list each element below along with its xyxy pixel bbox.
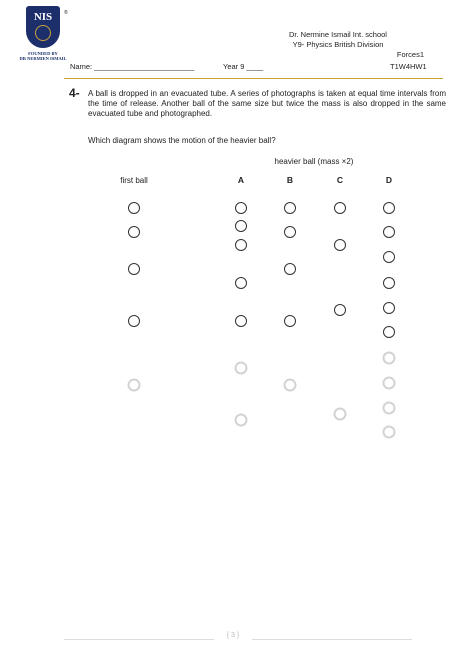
ball-d-2 <box>384 227 395 238</box>
ball-positions <box>129 203 395 438</box>
ball-d-8 <box>384 378 395 389</box>
ball-a-5 <box>236 316 247 327</box>
founder-name: DR NERMIEN ISMAIL <box>19 56 67 61</box>
ball-a-3 <box>236 240 247 251</box>
column-label-b: B <box>286 175 294 185</box>
ball-d-9 <box>384 403 395 414</box>
ball-d-10 <box>384 427 395 438</box>
logo-letters: NIS <box>33 11 53 23</box>
ball-a-1 <box>236 203 247 214</box>
heavier-ball-label: heavier ball (mass ×2) <box>274 157 354 166</box>
ball-d-4 <box>384 278 395 289</box>
ball-b-3 <box>285 264 296 275</box>
footer-rule-right <box>252 639 412 640</box>
ball-b-4 <box>285 316 296 327</box>
ball-first-5 <box>129 380 140 391</box>
ball-c-4 <box>335 409 346 420</box>
ball-a-7 <box>236 415 247 426</box>
ball-d-1 <box>384 203 395 214</box>
question-text: A ball is dropped in an evacuated tube. A series of photographs is taken at equal time intervals from the time of release. Another ball of the same size but twice the mass is also dropped in the same evacuated tube and photographed. <box>88 89 446 118</box>
footer-rule-left <box>64 639 214 640</box>
division-name: Y9- Physics British Division <box>292 40 384 49</box>
ball-first-2 <box>129 227 140 238</box>
column-label-c: C <box>336 175 344 185</box>
ball-d-5 <box>384 303 395 314</box>
ball-c-2 <box>335 240 346 251</box>
ball-a-4 <box>236 278 247 289</box>
question-number: 4- <box>69 86 80 100</box>
page-number-value: 3 <box>231 632 235 639</box>
ball-a-2 <box>236 221 247 232</box>
ball-c-3 <box>335 305 346 316</box>
column-label-d: D <box>385 175 393 185</box>
column-label-first-ball: first ball <box>120 176 148 185</box>
topic-name: Forces1 <box>396 50 424 59</box>
question-prompt: Which diagram shows the motion of the heavier ball? <box>88 136 276 145</box>
founded-by-label: FOUNDED BY <box>28 51 58 56</box>
ball-d-3 <box>384 252 395 263</box>
ball-d-7 <box>384 353 395 364</box>
page-number: { 3 } <box>226 632 240 639</box>
registered-mark: ® <box>64 10 68 16</box>
ball-c-1 <box>335 203 346 214</box>
ball-b-2 <box>285 227 296 238</box>
year-field-label: Year 9 ____ <box>223 62 264 71</box>
column-label-a: A <box>237 175 245 185</box>
ball-a-6 <box>236 363 247 374</box>
school-name: Dr. Nermine Ismail Int. school <box>289 30 387 39</box>
worksheet-code: T1W4HW1 <box>390 62 427 71</box>
name-field-label: Name: ________________________ <box>70 62 195 71</box>
ball-b-1 <box>285 203 296 214</box>
ball-b-5 <box>285 380 296 391</box>
ball-first-1 <box>129 203 140 214</box>
ball-first-4 <box>129 316 140 327</box>
ball-first-3 <box>129 264 140 275</box>
ball-d-6 <box>384 327 395 338</box>
